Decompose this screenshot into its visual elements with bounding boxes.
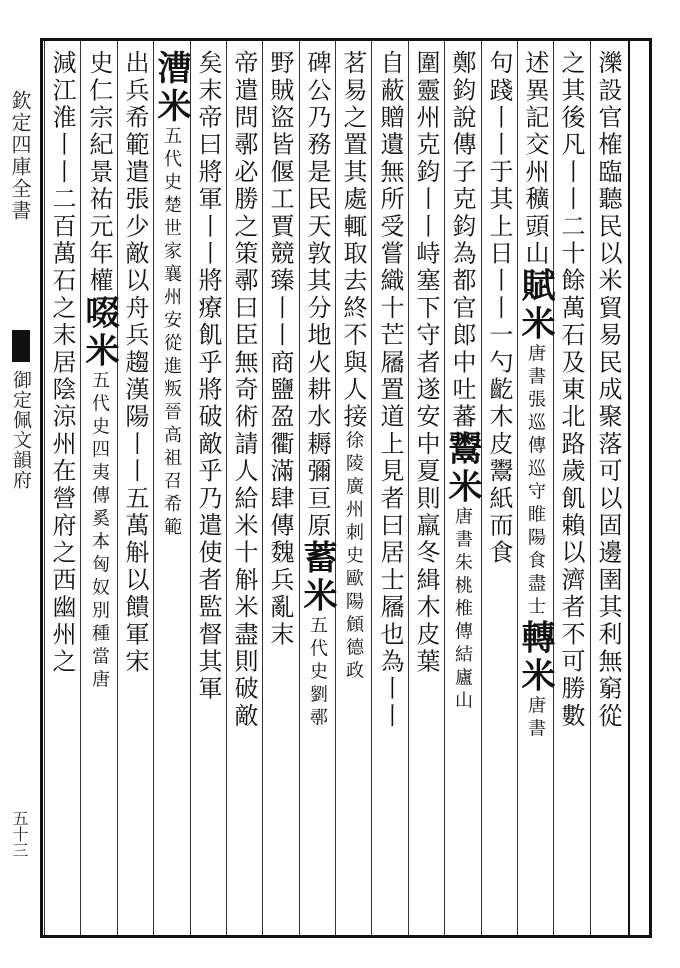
entry-text: 日丨丨一勺齕木皮鬻紙而食	[485, 240, 513, 567]
entry-citation: 五代史楚世家襄州安從進叛晉高祖召希範	[161, 126, 182, 540]
entry-text: 之末居陰涼州在營府之西幽州之	[48, 294, 76, 676]
text-column	[442, 50, 482, 930]
entry-text: 碑公乃務是民天敦其分地火耕水耨彌亘原	[303, 50, 331, 540]
text-column	[227, 50, 261, 930]
entry-text: 減江淮丨丨二百萬石	[48, 50, 76, 295]
fishtail-mark	[12, 330, 30, 362]
entry-text: 出兵希範遣張少敵以舟兵趨漢陽丨丨五萬斛以饋軍宋	[121, 50, 149, 676]
entry-citation: 唐書	[525, 695, 546, 742]
text-column	[336, 50, 370, 930]
entry-headword: 轉米	[515, 619, 555, 696]
entry-citation: 唐書朱桃椎傳結廬山	[452, 506, 473, 714]
text-column	[373, 50, 407, 930]
text-column	[515, 50, 555, 930]
entry-headword: 漕米	[151, 50, 191, 126]
entry-headword: 蓄米	[297, 539, 337, 616]
entry-text: 濼設官榷臨聽民以米貿易民成聚落可以固邊圉其利無窮從	[594, 50, 622, 730]
text-column	[191, 50, 225, 930]
entry-text: 史仁宗紀景祐元年權	[85, 50, 113, 295]
text-column	[151, 50, 191, 930]
text-column	[591, 50, 625, 930]
text-column	[297, 50, 337, 930]
entry-text: 茗易之置其處輒取去終不與人接	[339, 50, 367, 431]
entry-text: 傳魏兵亂末	[266, 512, 294, 649]
entry-headword: 啜米	[79, 294, 119, 371]
column-rule	[371, 41, 372, 935]
column-rule	[80, 41, 81, 935]
entry-text: 矣末帝曰將軍丨丨將療飢乎將破敵乎乃遣使者監督其軍	[194, 50, 222, 703]
entry-text: 述異記交州穬頭山	[521, 50, 549, 268]
entry-citation: 唐書張巡傳巡守睢陽食盡士	[525, 343, 546, 620]
text-column	[482, 50, 516, 930]
text-column	[45, 50, 79, 930]
entry-text: 鄭鈞說傳子克鈞為都官郎中吐蕃	[448, 50, 476, 431]
entry-citation: 徐陵廣州刺史歐陽頠德政	[343, 430, 364, 684]
page-number: 五十三	[10, 810, 29, 858]
text-column	[79, 50, 119, 930]
frame-inner-rule	[628, 38, 630, 938]
entry-text: 中夏則羸冬緝木皮葉	[412, 430, 440, 676]
entry-citation: 五代史四夷傳奚本匈奴別種當唐	[89, 370, 110, 693]
entry-text: 帝遣問鄩必勝之策鄩曰臣無奇術請人給米十斛米盡則破敵	[230, 50, 258, 730]
entry-headword: 賦米	[515, 267, 555, 344]
text-column	[409, 50, 443, 930]
entry-text: 圍靈州克鈞丨丨峙塞下守者遂安	[412, 50, 440, 431]
entry-headword: 鬻米	[442, 430, 482, 507]
entry-text: 之其後凡丨丨二十餘萬石及東北路歲飢賴以濟者不可勝數	[557, 50, 585, 730]
section-title: 御定佩文韻府	[10, 370, 32, 490]
text-column	[263, 50, 297, 930]
entry-text: 野賊盜皆偃工賈競臻丨丨商鹽盈衢滿肆	[266, 50, 294, 513]
entry-citation: 五代史劉鄩	[307, 615, 328, 731]
text-column	[554, 50, 588, 930]
book-title: 欽定四庫全書	[8, 90, 32, 222]
entry-text: 句踐丨丨于其上	[485, 50, 513, 241]
text-column	[118, 50, 152, 930]
entry-text: 自蔽贈遺無所受嘗織十芒屩置道上見者曰居士屩也為丨丨	[376, 50, 404, 730]
page-margin	[0, 40, 40, 940]
